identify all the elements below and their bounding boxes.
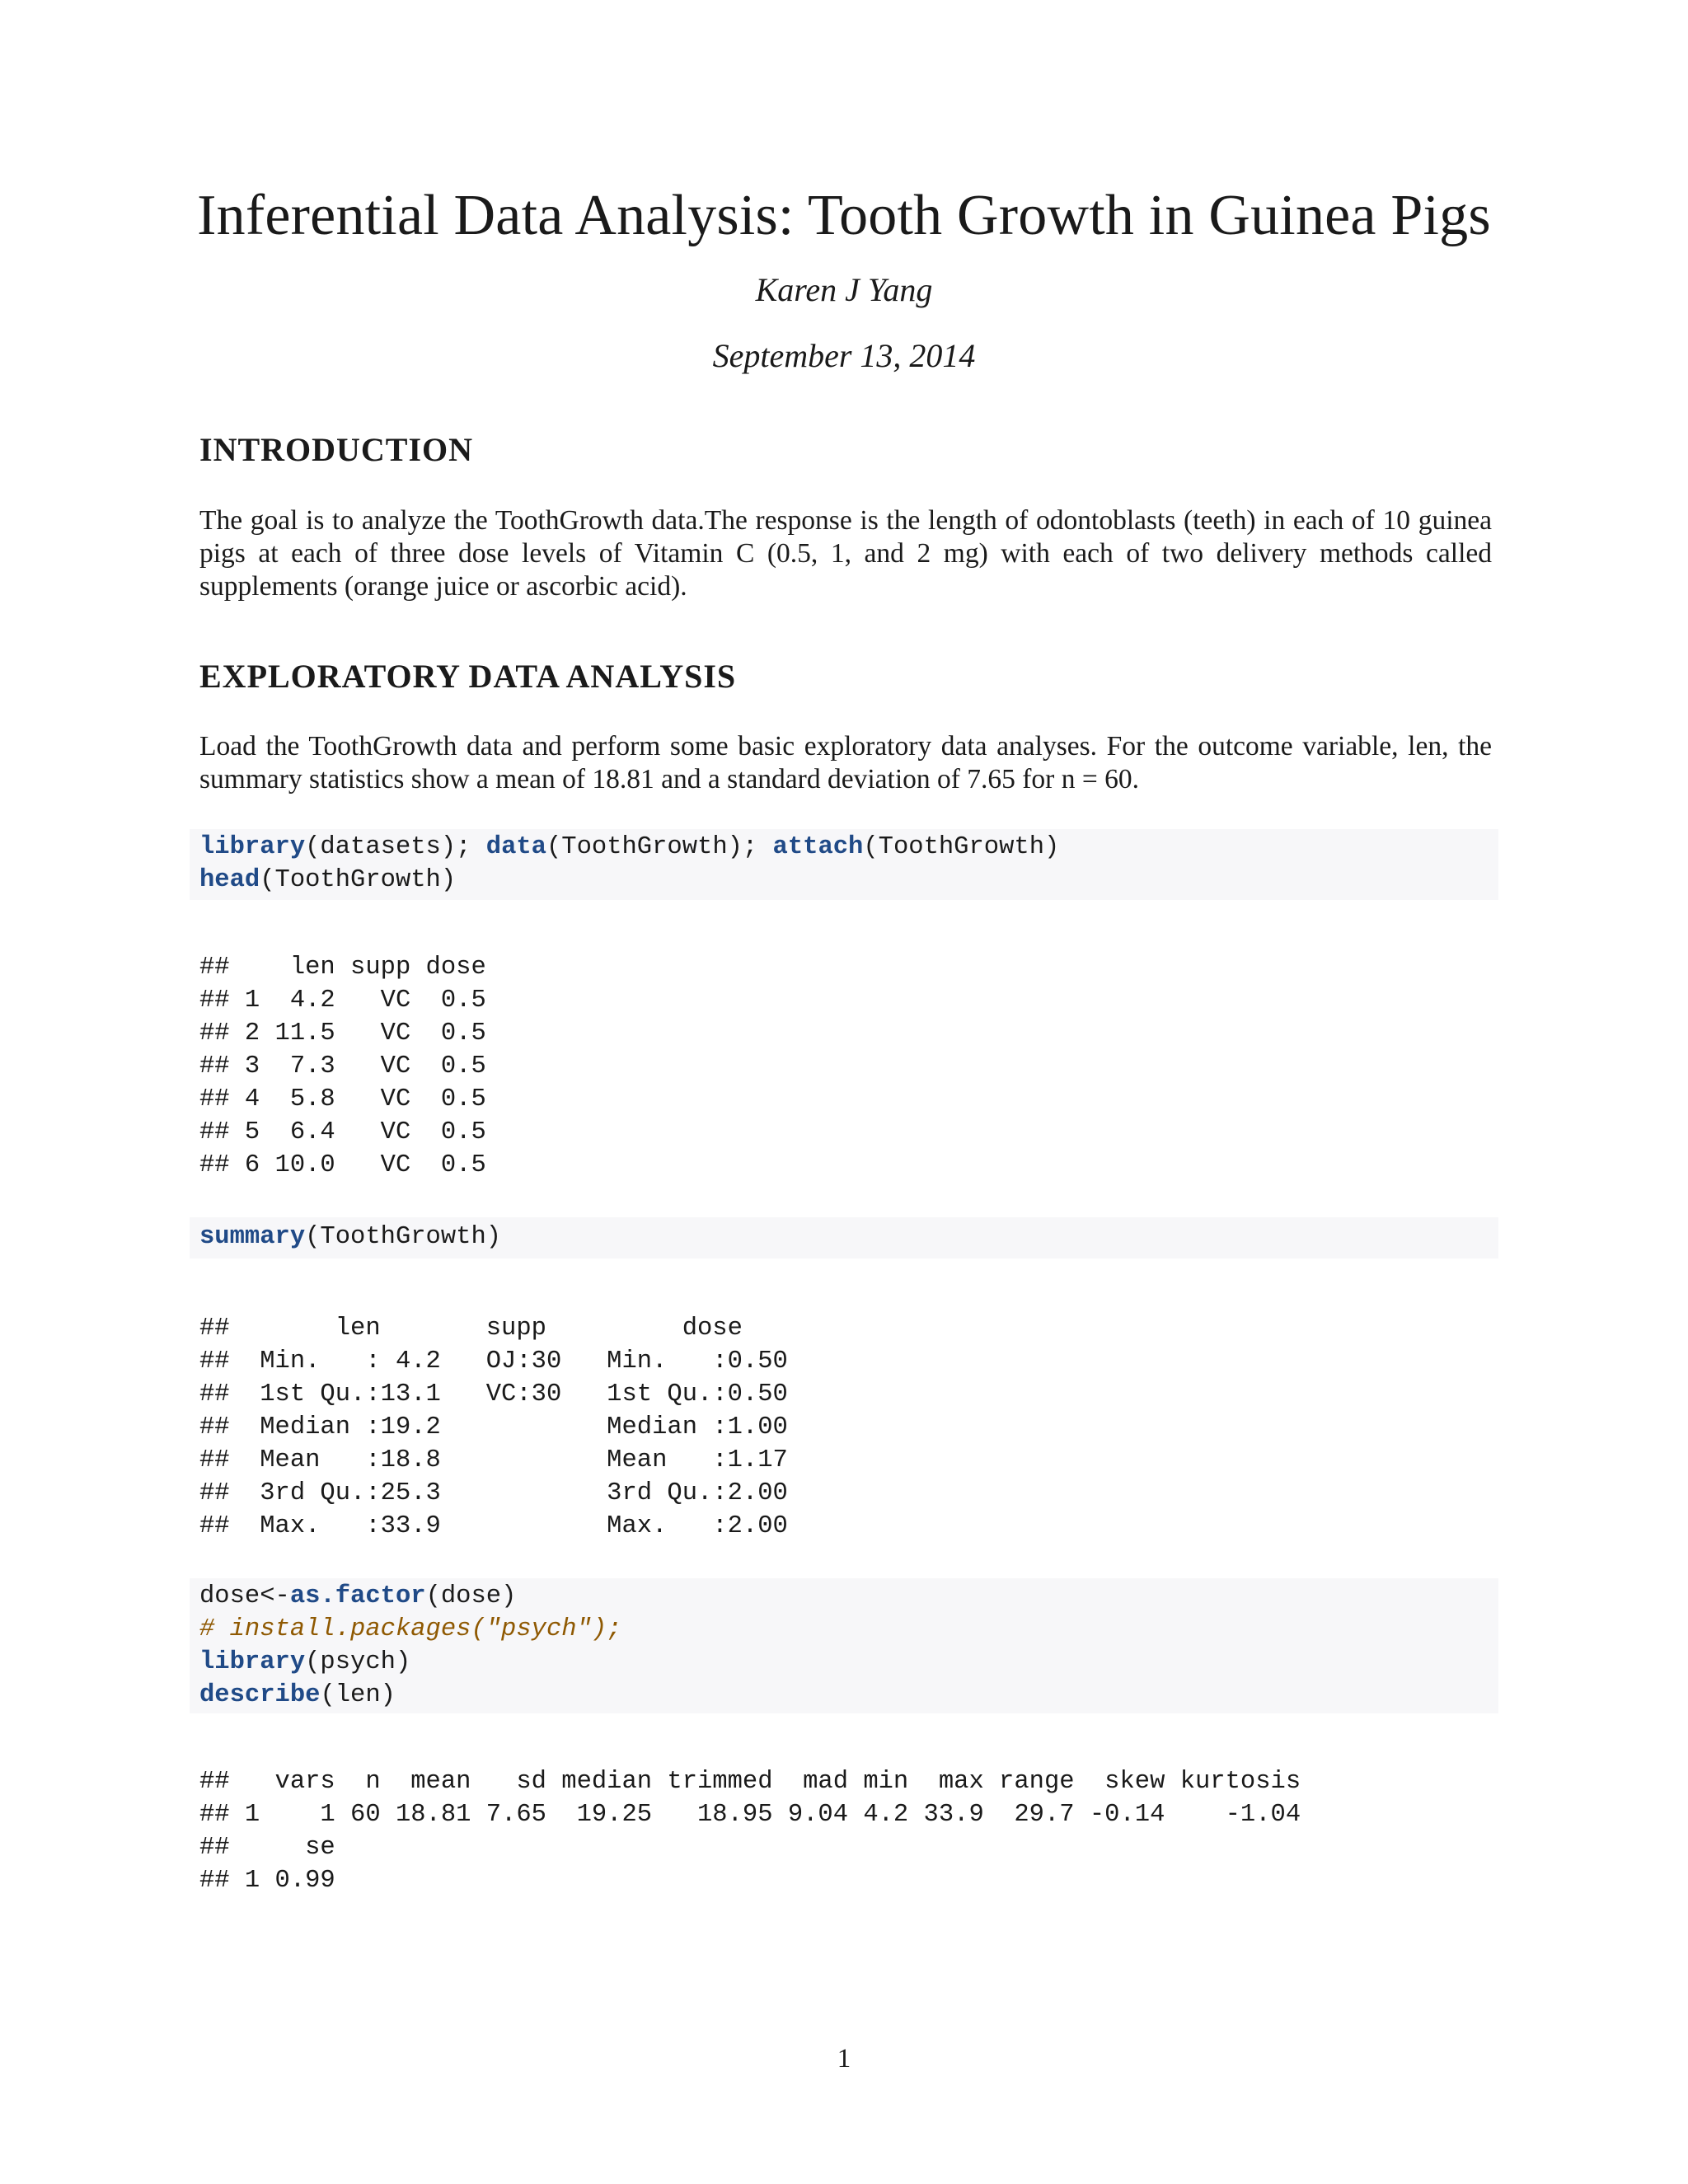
code-args: (dose) xyxy=(425,1582,517,1610)
document-title: Inferential Data Analysis: Tooth Growth in Guinea Pigs xyxy=(197,184,1491,247)
output-line: ## Min. : 4.2 OJ:30 Min. :0.50 xyxy=(199,1347,788,1376)
code-function: library xyxy=(199,1648,306,1676)
output-line: ## 1 1 60 18.81 7.65 19.25 18.95 9.04 4.2 33.9 29.7 -0.14 -1.04 xyxy=(199,1801,1301,1829)
code-function: describe xyxy=(199,1681,321,1709)
code-line xyxy=(199,1580,1498,1613)
code-line xyxy=(199,1221,1498,1254)
output-line: ## Median :19.2 Median :1.00 xyxy=(199,1413,788,1441)
code-line xyxy=(199,831,1498,864)
summary-output xyxy=(199,1312,788,1543)
code-comment: # install.packages("psych"); xyxy=(199,1615,622,1643)
output-line: ## len supp dose xyxy=(199,1315,743,1343)
introduction-paragraph: The goal is to analyze the ToothGrowth data.The response is the length of odontoblasts (teeth) in each of 10 guinea pigs at each of three dose levels of Vitamin C (0.5, 1, and 2 mg) with each of two delivery methods called supplements (orange juice or ascorbic acid). xyxy=(199,505,1492,602)
introduction-heading: INTRODUCTION xyxy=(199,431,474,468)
code-block-describe xyxy=(190,1578,1498,1713)
output-line: ## Max. :33.9 Max. :2.00 xyxy=(199,1512,788,1540)
code-args: (psych) xyxy=(305,1648,411,1676)
code-line xyxy=(199,1679,1498,1712)
code-block-summary xyxy=(190,1217,1498,1258)
output-line: ## se xyxy=(199,1834,335,1862)
output-line: ## 1st Qu.:13.1 VC:30 1st Qu.:0.50 xyxy=(199,1380,788,1408)
output-line: ## vars n mean sd median trimmed mad min max range skew kurtosis xyxy=(199,1768,1301,1796)
output-line: ## 3rd Qu.:25.3 3rd Qu.:2.00 xyxy=(199,1479,788,1507)
code-function: library xyxy=(199,833,306,861)
head-output xyxy=(199,951,486,1182)
code-line xyxy=(199,864,1498,897)
describe-output xyxy=(199,1765,1301,1897)
page-number: 1 xyxy=(837,2044,851,2074)
output-line: ## 2 11.5 VC 0.5 xyxy=(199,1019,486,1047)
code-function: attach xyxy=(772,833,864,861)
output-line: ## 5 6.4 VC 0.5 xyxy=(199,1118,486,1146)
code-args: (ToothGrowth) xyxy=(260,866,457,894)
output-line: ## 1 0.99 xyxy=(199,1867,335,1895)
output-line: ## 4 5.8 VC 0.5 xyxy=(199,1085,486,1113)
document-date: September 13, 2014 xyxy=(712,337,976,374)
output-line: ## Mean :18.8 Mean :1.17 xyxy=(199,1446,788,1474)
eda-heading: EXPLORATORY DATA ANALYSIS xyxy=(199,658,737,695)
output-line: ## 3 7.3 VC 0.5 xyxy=(199,1052,486,1080)
code-function: data xyxy=(485,833,546,861)
code-function: head xyxy=(199,866,260,894)
eda-paragraph: Load the ToothGrowth data and perform some basic exploratory data analyses. For the outcome variable, len, the summary statistics show a mean of 18.81 and a standard deviation of 7.65 for n = 60. xyxy=(199,731,1492,794)
output-line: ## 6 10.0 VC 0.5 xyxy=(199,1151,486,1179)
code-args: (ToothGrowth) xyxy=(863,833,1060,861)
code-function: as.factor xyxy=(289,1582,426,1610)
document-author: Karen J Yang xyxy=(755,271,933,308)
code-function: summary xyxy=(199,1223,306,1251)
code-args: (datasets); xyxy=(305,833,486,861)
output-line: ## len supp dose xyxy=(199,954,486,982)
code-line xyxy=(199,1613,1498,1646)
code-block-load-data xyxy=(190,829,1498,900)
code-line xyxy=(199,1646,1498,1679)
code-assign: dose<- xyxy=(199,1582,290,1610)
code-args: (len) xyxy=(320,1681,396,1709)
code-args: (ToothGrowth); xyxy=(546,833,773,861)
output-line: ## 1 4.2 VC 0.5 xyxy=(199,987,486,1015)
code-args: (ToothGrowth) xyxy=(305,1223,502,1251)
